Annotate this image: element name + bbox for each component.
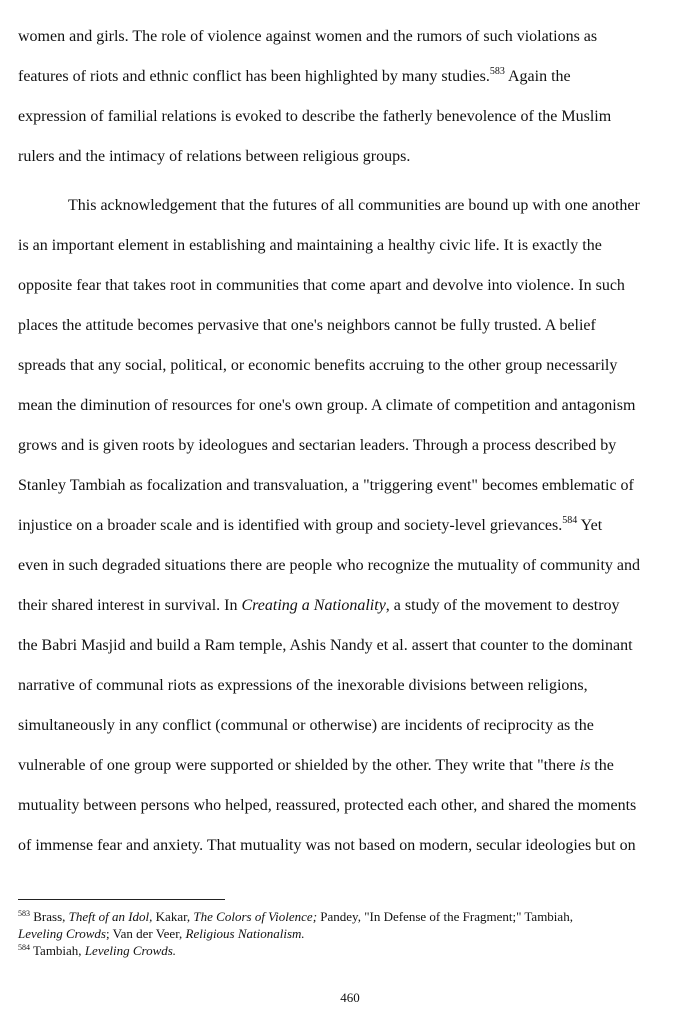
body-line: their shared interest in survival. In Creating a Nationality, a study of the movement to destroy xyxy=(18,597,620,614)
page-number: 460 xyxy=(340,990,360,1005)
body-line: narrative of communal riots as expressions of the inexorable divisions between religions, xyxy=(18,677,588,694)
emphasis: is xyxy=(579,757,591,774)
footnote-583-continued: Leveling Crowds; Van der Veer, Religious Nationalism. xyxy=(18,926,305,941)
body-line: injustice on a broader scale and is identified with group and society-level grievances.$^{584}$ Yet xyxy=(18,515,603,534)
body-line: grows and is given roots by ideologues and sectarian leaders. Through a process described by xyxy=(18,437,617,454)
body-line: spreads that any social, political, or economic benefits accruing to the other group necessarily xyxy=(18,357,618,374)
body-line: even in such degraded situations there are people who recognize the mutuality of community and xyxy=(18,557,641,574)
body-line: vulnerable of one group were supported or shielded by the other. They write that "there is the xyxy=(18,757,614,774)
body-line: the Babri Masjid and build a Ram temple, Ashis Nandy et al. assert that counter to the dominant xyxy=(18,637,633,654)
body-line: Stanley Tambiah as focalization and transvaluation, a "triggering event" becomes emblematic of xyxy=(18,477,634,494)
body-line: mean the diminution of resources for one's own group. A climate of competition and antagonism xyxy=(18,397,636,414)
body-line: rulers and the intimacy of relations between religious groups. xyxy=(18,148,411,165)
footnote-ref-584[interactable]: 584 xyxy=(562,515,578,526)
body-line: mutuality between persons who helped, reassured, protected each other, and shared the moments xyxy=(18,797,637,814)
body-line: places the attitude becomes pervasive that one's neighbors cannot be fully trusted. A belief xyxy=(18,317,596,334)
body-line: opposite fear that takes root in communities that come apart and devolve into violence. In such xyxy=(18,277,625,294)
body-line: expression of familial relations is evoked to describe the fatherly benevolence of the Muslim xyxy=(18,108,612,125)
footnote-584: $^{584}$ Tambiah, Leveling Crowds. xyxy=(18,943,177,958)
footnote-divider xyxy=(18,899,225,900)
footnote-583: $^{583}$ Brass, Theft of an Idol, Kakar, The Colors of Violence; Pandey, "In Defense of the Fragment;" Tambiah, xyxy=(18,909,573,924)
paragraph-first-line: This acknowledgement that the futures of all communities are bound up with one another xyxy=(68,197,640,214)
body-line: is an important element in establishing and maintaining a healthy civic life. It is exactly the xyxy=(18,237,602,254)
body-line: women and girls. The role of violence against women and the rumors of such violations as xyxy=(18,28,598,45)
book-title: Creating a Nationality xyxy=(241,597,386,614)
body-line: of immense fear and anxiety. That mutuality was not based on modern, secular ideologies but on xyxy=(18,837,636,854)
footnote-ref-583[interactable]: 583 xyxy=(489,66,505,77)
body-line: features of riots and ethnic conflict has been highlighted by many studies.$^{583}$ Again the xyxy=(18,66,571,85)
body-line: simultaneously in any conflict (communal or otherwise) are incidents of reciprocity as the xyxy=(18,717,594,734)
